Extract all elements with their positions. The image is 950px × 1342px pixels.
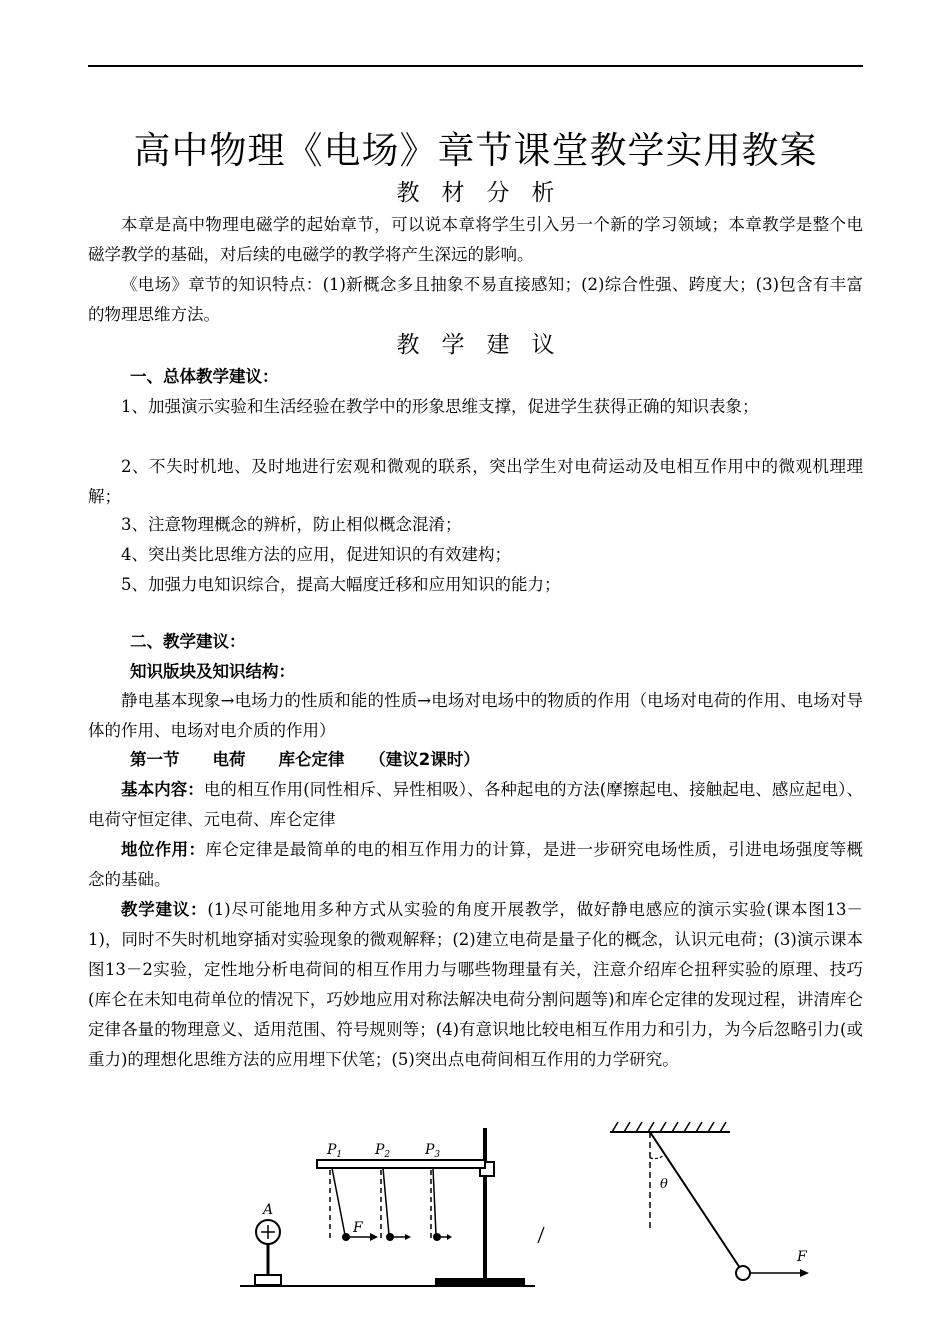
base-block [435, 1278, 525, 1286]
label-a: A [263, 1202, 274, 1218]
suggestion-item-3: 3、注意物理概念的辨析，防止相似概念混淆； [121, 515, 462, 534]
thread-p2 [383, 1168, 389, 1235]
section-2-title: 二、教学建议： [130, 632, 246, 651]
pendulum-string [650, 1132, 740, 1268]
ceiling-hatch [612, 1122, 726, 1132]
thread-p1 [332, 1168, 345, 1235]
analysis-paragraph-2: 《电场》章节的知识特点：(1)新概念多且抽象不易直接感知；(2)综合性强、跨度大；(3)包含有丰富的物理思维方法。 [88, 275, 863, 324]
header-rule [88, 65, 863, 67]
label-f-left: F [353, 1220, 363, 1236]
structure-text: 静电基本现象→电场力的性质和能的性质→电场对电场中的物质的作用（电场对电荷的作用、电场对导体的作用、电场对电介质的作用） [88, 691, 863, 740]
horizontal-bar [317, 1160, 485, 1168]
sphere-a-stand [255, 1202, 281, 1285]
position-text: 库仑定律是最简单的电的相互作用力的计算，是进一步研究电场性质，引进电场强度等概念的基础。 [88, 840, 864, 889]
advice-label: 教学建议： [121, 900, 208, 919]
thread-p3 [433, 1168, 436, 1235]
label-f-right: F [797, 1249, 807, 1265]
basic-content-label: 基本内容： [121, 780, 204, 799]
structure-label: 知识版块及知识结构： [130, 662, 295, 681]
label-p1: $P_1$ [327, 1142, 343, 1160]
position-paragraph [88, 835, 863, 895]
suggestion-item-1: 1、加强演示实验和生活经验在教学中的形象思维支撑，促进学生获得正确的知识表象； [121, 397, 759, 416]
basic-content-text: 电的相互作用(同性相斥、异性相吸）、各种起电的方法(摩擦起电、接触起电、感应起电）、电荷守恒定律、元电荷、库仑定律 [88, 780, 864, 829]
label-p3: $P_3$ [425, 1142, 441, 1160]
section-1-title: 一、总体教学建议： [130, 367, 279, 386]
suggestion-item-2: 2、不失时机地、及时地进行宏观和微观的联系，突出学生对电荷运动及电相互作用中的微观机理理解； [88, 457, 863, 506]
suggestion-item-5: 5、加强力电知识综合，提高大幅度迁移和应用知识的能力； [121, 575, 561, 594]
label-theta: θ [660, 1177, 668, 1192]
suggestion-item-4: 4、突出类比思维方法的应用，促进知识的有效建构； [121, 545, 511, 564]
position-label: 地位作用： [121, 840, 206, 859]
coulomb-experiment-figure [235, 1120, 545, 1292]
advice-text: (1)尽可能地用多种方式从实验的角度开展教学，做好静电感应的演示实验(课本图13－1)，同时不失时机地穿插对实验现象的微观解释；(2)建立电荷是量子化的概念，认识元电荷；(3)演示课本图13－2实验，定性地分析电荷间的相互作用力与哪些物理量有关，注意介绍库仑扭秤实验的原理、技巧(库仑在未知电荷单位的情况下，巧妙地应用对称法解决电荷分割问题等)和库仑定律的发现过程，讲清库仑定律各量的物理意义、适用范围、符号规则等；(4)有意识地比较电相互作用力和引力，为今后忽略引力(或重力)的理想化思维方法的应用埋下伏笔；(5)突出点电荷间相互作用的力学研究。 [88, 900, 864, 1069]
ball-p2 [386, 1233, 394, 1241]
ball-p3 [433, 1233, 441, 1241]
page-title: 高中物理《电场》章节课堂教学实用教案 [133, 129, 818, 172]
label-p2: $P_2$ [375, 1142, 391, 1160]
analysis-paragraph-1: 本章是高中物理电磁学的起始章节，可以说本章将学生引入另一个新的学习领域；本章教学是整个电磁学教学的基础，对后续的电磁学的教学将产生深远的影响。 [88, 215, 863, 264]
pendulum-figure [600, 1118, 830, 1294]
pendulum-ball [736, 1266, 750, 1280]
stray-mark [536, 1225, 546, 1245]
section-heading-suggestions: 教学建议 [396, 332, 577, 358]
basic-content-paragraph [88, 775, 863, 835]
ball-p1 [342, 1233, 350, 1241]
section-heading-analysis: 教材分析 [396, 180, 577, 206]
lesson-title: 第一节 电荷 库仑定律 （建议2课时） [130, 750, 480, 769]
advice-paragraph [88, 895, 863, 1075]
